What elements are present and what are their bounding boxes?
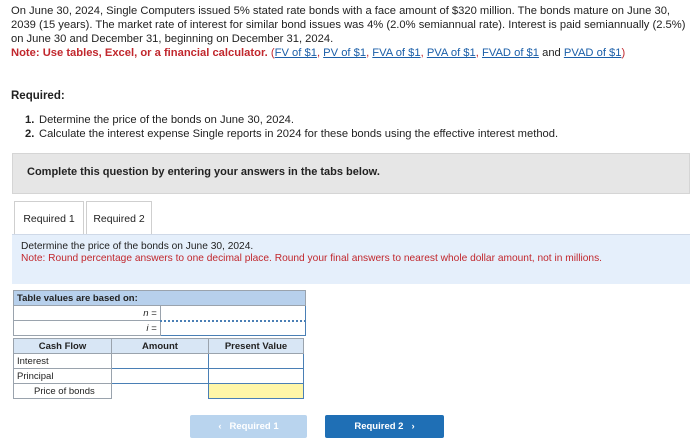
tab-required-2[interactable]: Required 2 (86, 201, 152, 235)
col-cash-flow: Cash Flow (14, 339, 112, 354)
principal-amount-input[interactable] (112, 369, 209, 384)
link-pva[interactable]: PVA of $1 (426, 47, 476, 59)
complete-banner: Complete this question by entering your answers in the tabs below. (12, 153, 690, 194)
note-label: Note: Use tables, Excel, or a financial calculator. (11, 47, 268, 59)
required-item: 1. Determine the price of the bonds on June 30, 2024. (25, 114, 294, 126)
interest-amount-input[interactable] (112, 354, 209, 369)
link-fva[interactable]: FVA of $1 (372, 47, 421, 59)
row-interest-label: Interest (14, 354, 112, 369)
prev-button[interactable]: ‹ Required 1 (190, 415, 307, 438)
problem-text: On June 30, 2024, Single Computers issued 5% stated rate bonds with a face amount of $320 million. The bonds mature on June 30, 2039 (15 years). The market rate of interest for similar bond issues was 4% (2.0% semiannual rate). Interest is paid semiannually (2.5%) on June 30 and December 31, beginning on December 31, 2024. (11, 5, 686, 45)
tab-required-1[interactable]: Required 1 (14, 201, 84, 235)
cash-flow-table (13, 338, 304, 399)
required-heading: Required: (11, 90, 65, 102)
i-label: i = (14, 321, 161, 336)
n-label: n = (14, 306, 161, 321)
instruction-note: Note: Round percentage answers to one decimal place. Round your final answers to nearest whole dollar amount, not in millions. (21, 253, 603, 264)
empty-cell (112, 384, 209, 399)
col-amount: Amount (112, 339, 209, 354)
required-item: 2. Calculate the interest expense Single reports in 2024 for these bonds using the effective interest method. (25, 128, 559, 140)
problem-statement (11, 4, 695, 60)
and-text: and (542, 47, 561, 59)
next-button[interactable]: Required 2 › (325, 415, 444, 438)
chevron-right-icon: › (411, 421, 415, 432)
i-input[interactable] (160, 321, 305, 336)
chevron-left-icon: ‹ (218, 421, 222, 432)
principal-pv-input[interactable] (209, 369, 304, 384)
instruction-text: Determine the price of the bonds on June 30, 2024. (21, 241, 254, 252)
pv-table (13, 290, 306, 336)
table-header: Table values are based on: (14, 291, 306, 306)
instructions-panel (12, 234, 690, 284)
row-price-label: Price of bonds (14, 384, 112, 399)
interest-pv-input[interactable] (209, 354, 304, 369)
col-present-value: Present Value (209, 339, 304, 354)
reference-links: (FV of $1, PV of $1, FVA of $1, PVA of $1, FVAD of $1 and PVAD of $1) (270, 47, 626, 59)
price-of-bonds-input[interactable] (209, 384, 304, 399)
row-principal-label: Principal (14, 369, 112, 384)
link-fvad[interactable]: FVAD of $1 (481, 47, 539, 59)
link-pvad[interactable]: PVAD of $1 (563, 47, 622, 59)
link-pv[interactable]: PV of $1 (323, 47, 367, 59)
n-input[interactable] (160, 306, 305, 321)
required-list (25, 113, 558, 141)
link-fv[interactable]: FV of $1 (274, 47, 317, 59)
